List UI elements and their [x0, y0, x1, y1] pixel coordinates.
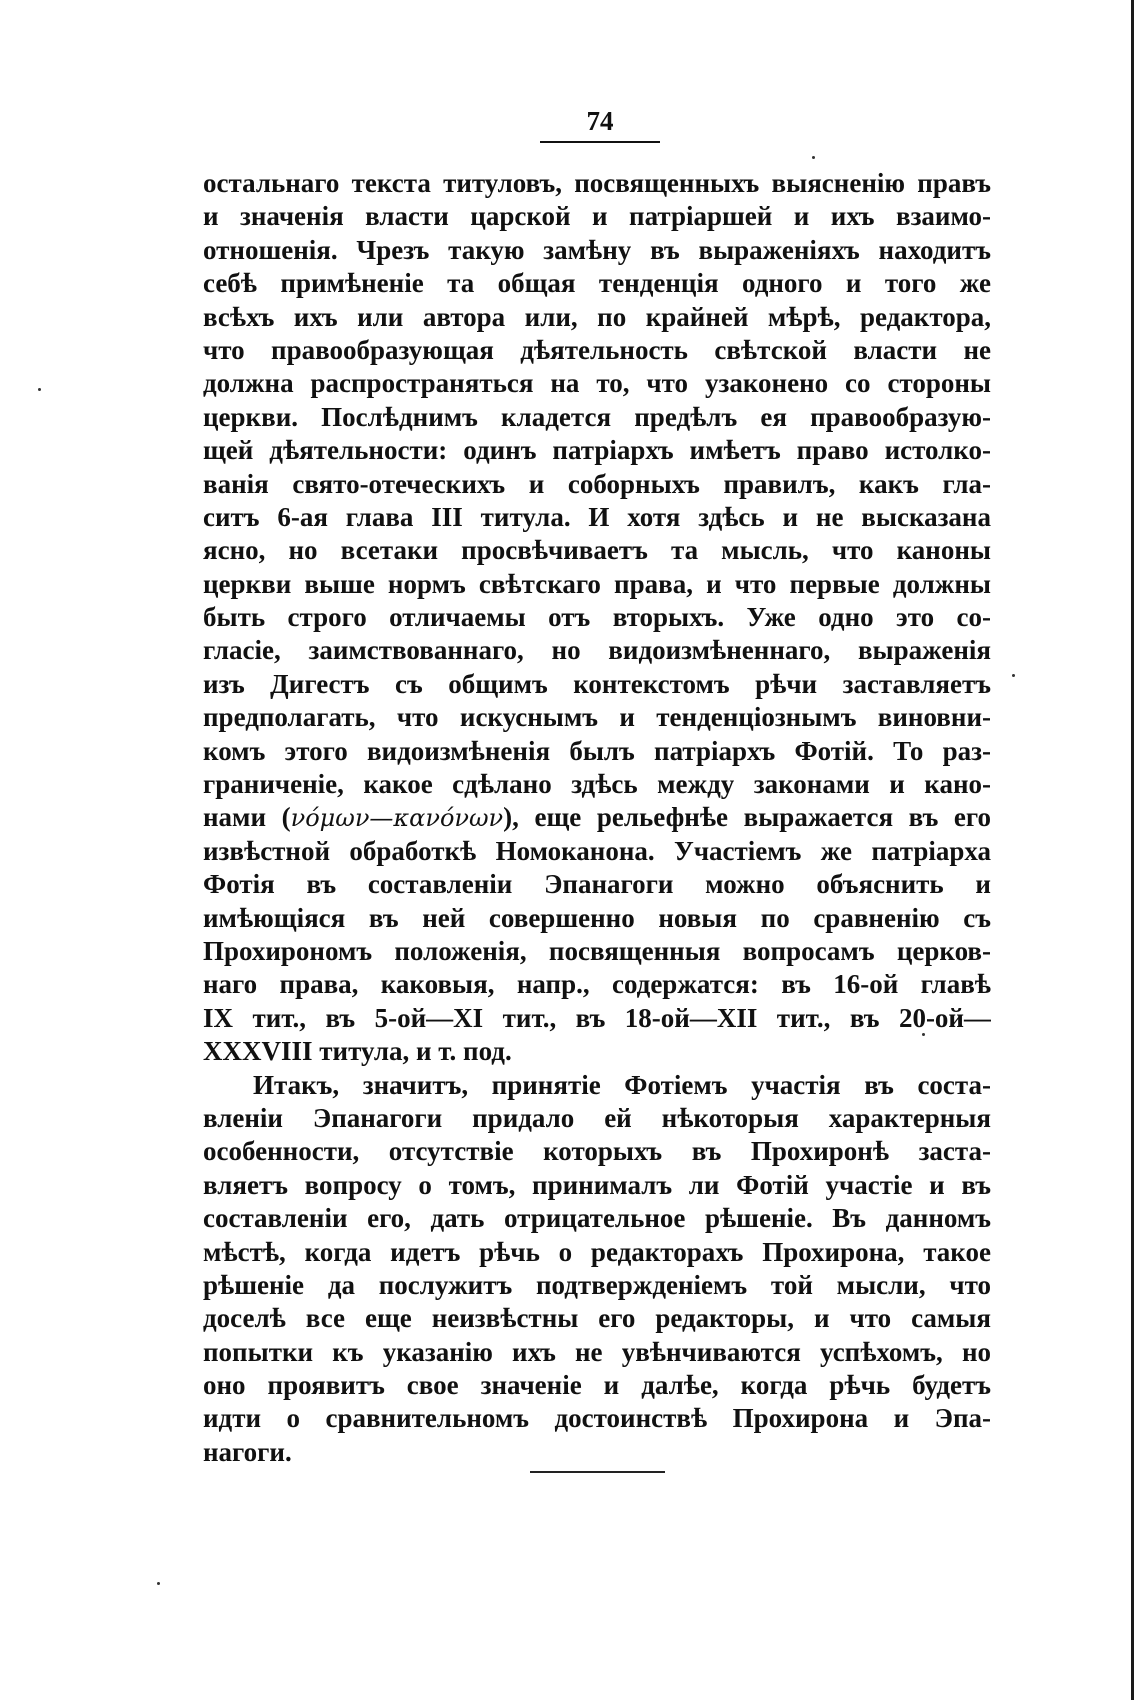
- body-text: [203, 167, 991, 1469]
- text-line: вленіи Эпанагоги придало ей нѣкоторыя характерныя: [203, 1102, 991, 1133]
- text-line: всѣхъ ихъ или автора или, по крайней мѣрѣ, редактора,: [203, 301, 991, 332]
- end-rule: [530, 1471, 665, 1473]
- text-fragment: ), еще рельефнѣе выражается въ его: [503, 802, 991, 833]
- text-line: быть строго отличаемы отъ вторыхъ. Уже одно это со-: [203, 602, 991, 633]
- text-line: что правообразующая дѣятельность свѣтской власти не: [203, 334, 991, 365]
- text-line: гласіе, заимствованнаго, но видоизмѣненнаго, выраженія: [203, 635, 991, 666]
- text-line: изъ Дигестъ съ общимъ контекстомъ рѣчи заставляетъ: [203, 668, 991, 699]
- text-line: попытки къ указанію ихъ не увѣнчиваются успѣхомъ, но: [203, 1336, 991, 1367]
- text-line: нагоги.: [203, 1436, 292, 1467]
- text-line: должна распространяться на то, что узаконено со стороны: [203, 368, 991, 399]
- greek-phrase: νόμων—κανόνων: [290, 804, 504, 833]
- text-line: мѣстѣ, когда идетъ рѣчь о редакторахъ Прохирона, такое: [203, 1236, 991, 1267]
- text-line: церкви выше нормъ свѣтскаго права, и что первые должны: [203, 568, 991, 599]
- text-line: Итакъ, значитъ, принятіе Фотіемъ участія въ соста-: [253, 1069, 991, 1100]
- text-line: Фотія въ составленіи Эпанагоги можно объяснить и: [203, 869, 991, 900]
- text-line: Прохирономъ положенія, посвященныя вопросамъ церков-: [203, 935, 991, 966]
- page-number: 74: [586, 106, 614, 136]
- text-line: доселѣ все еще неизвѣстны его редакторы, и что самыя: [203, 1303, 991, 1334]
- text-line: оно проявитъ свое значеніе и далѣе, когда рѣчь будетъ: [203, 1370, 991, 1401]
- text-line: наго права, каковыя, напр., содержатся: въ 16-ой главѣ: [203, 969, 991, 1000]
- text-line: идти о сравнительномъ достоинствѣ Прохирона и Эпа-: [203, 1403, 991, 1434]
- print-speck: [38, 388, 41, 391]
- text-line: граниченіе, какое сдѣлано здѣсь между законами и кано-: [203, 769, 991, 800]
- text-line: IX тит., въ 5-ой—XI тит., въ 18-ой—XII тит., въ 20-ой—: [203, 1002, 991, 1033]
- text-line: особенности, отсутствіе которыхъ въ Прохиронѣ заста-: [203, 1136, 991, 1167]
- print-speck: [812, 156, 815, 159]
- text-line: ситъ 6-ая глава III титула. И хотя здѣсь и не высказана: [203, 501, 991, 532]
- text-line: отношенія. Чрезъ такую замѣну въ выраженіяхъ находитъ: [203, 234, 991, 265]
- text-line: остальнаго текста титуловъ, посвященныхъ выясненію правъ: [203, 168, 991, 198]
- text-line: рѣшеніе да послужитъ подтвержденіемъ той мысли, что: [203, 1269, 991, 1300]
- text-line: составленіи его, дать отрицательное рѣшеніе. Въ данномъ: [203, 1203, 991, 1234]
- page-edge-line: [1131, 0, 1134, 1700]
- text-line: и значенія власти царской и патріаршей и ихъ взаимо-: [203, 201, 991, 232]
- text-line: XXXVIII титула, и т. под.: [203, 1036, 512, 1067]
- print-speck: [922, 1033, 925, 1036]
- text-line: предполагать, что искуснымъ и тенденціознымъ виновни-: [203, 702, 991, 733]
- text-line-with-greek: [203, 801, 991, 834]
- text-line: церкви. Послѣднимъ кладется предѣлъ ея правообразую-: [203, 401, 991, 432]
- text-line: извѣстной обработкѣ Номоканона. Участіемъ же патріарха: [203, 835, 991, 866]
- text-line: щей дѣятельности: одинъ патріархъ имѣетъ право истолко-: [203, 435, 991, 466]
- paragraph-1: [203, 167, 991, 1069]
- text-line: вляетъ вопросу о томъ, принималъ ли Фотій участіе и въ: [203, 1169, 991, 1200]
- text-line: ванія свято-отеческихъ и соборныхъ правилъ, какъ гла-: [203, 468, 991, 499]
- print-speck: [157, 1582, 160, 1585]
- paragraph-2: [203, 1069, 991, 1470]
- text-line: ясно, но всетаки просвѣчиваетъ та мысль, что каноны: [203, 535, 991, 566]
- text-line: себѣ примѣненіе та общая тенденція одного и того же: [203, 268, 991, 299]
- text-fragment: нами (: [203, 802, 291, 833]
- print-speck: [1012, 674, 1015, 677]
- text-line: имѣющіяся въ ней совершенно новыя по сравненію съ: [203, 902, 991, 933]
- page-number-rule: [540, 141, 660, 143]
- text-line: комъ этого видоизмѣненія былъ патріархъ Фотій. То раз-: [203, 735, 991, 766]
